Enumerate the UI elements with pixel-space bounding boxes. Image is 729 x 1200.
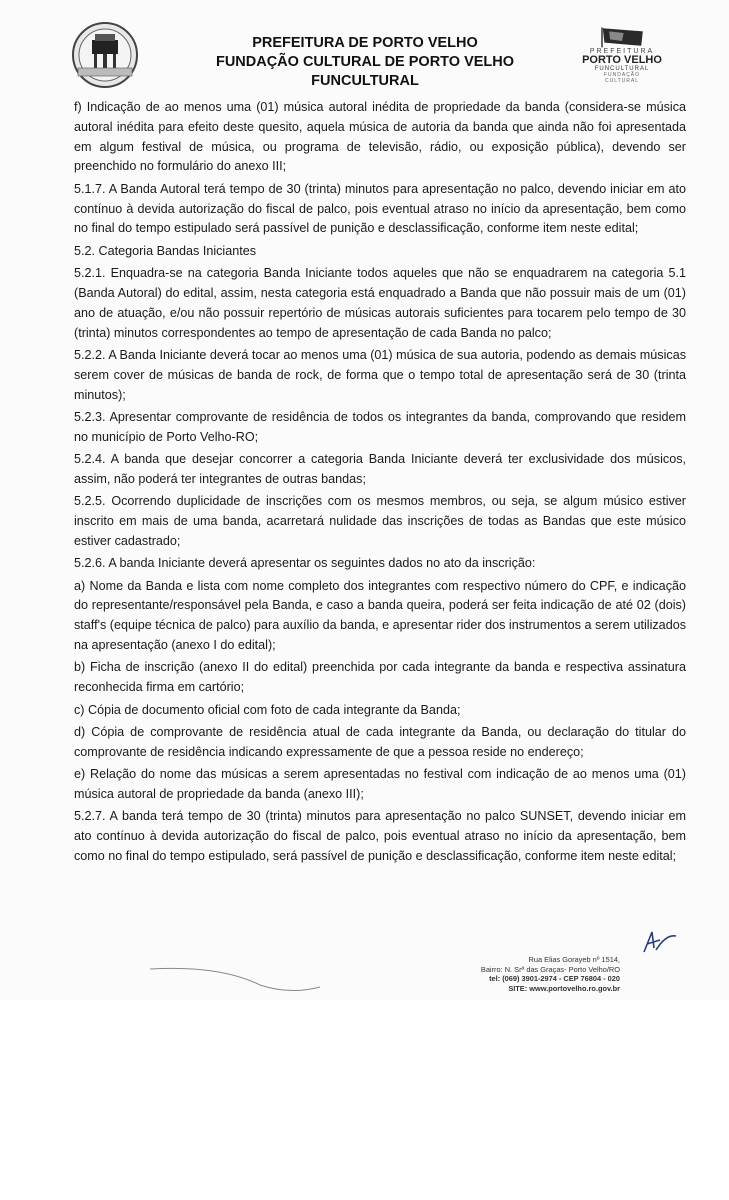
logo-funcultural-text: FUNCULTURAL xyxy=(594,66,650,72)
footer-neighborhood: Bairro: N. Srª das Graças- Porto Velho/RO xyxy=(480,964,620,974)
signature-initials xyxy=(640,928,680,956)
footer-site: SITE: www.portovelho.ro.gov.br xyxy=(508,983,620,993)
item-d: d) Cópia de comprovante de residência atual de cada integrante da Banda, ou declaração do titular do comprovante de residência indicando expressamente de que a pessoa reside no endereço; xyxy=(74,725,686,759)
section-heading-5-2: 5.2. Categoria Bandas Iniciantes xyxy=(74,243,257,258)
footer-decorative-curve xyxy=(150,965,430,995)
item-b: b) Ficha de inscrição (anexo II do edital) preenchida por cada integrante da banda e respectiva assinatura reconhecida firma em cartório; xyxy=(74,660,686,695)
paragraph-5-2-4: 5.2.4. A banda que desejar concorrer a categoria Banda Iniciante deverá ter exclusividade dos músicos, assim, não poderá ter integrantes de outras bandas; xyxy=(74,452,686,486)
paragraph-5-2-7: 5.2.7. A banda terá tempo de 30 (trinta) minutos para apresentação no palco SUNSET, devendo iniciar em ato contínuo à devida autorização do fiscal de palco, pois eventual atraso no início da apresentação, bem como no final do tempo estipulado, será passível de punição e desclassificação, conforme item neste edital; xyxy=(74,809,686,863)
item-e: e) Relação do nome das músicas a serem apresentadas no festival com indicação de ao menos uma (01) música autoral de propriedade da banda (anexo III); xyxy=(74,767,686,802)
header-line-3: FUNCULTURAL xyxy=(311,73,419,89)
logo-fundacao-text: FUNDAÇÃO xyxy=(603,72,641,78)
item-c: c) Cópia de documento oficial com foto de cada integrante da Banda; xyxy=(74,702,461,717)
paragraph-5-2-2: 5.2.2. A Banda Iniciante deverá tocar ao menos uma (01) música de sua autoria, podendo as demais músicas serem cover de músicas de banda de rock, de forma que o tempo total de apresentação será de 30 (trinta minutos); xyxy=(74,347,686,402)
document-footer xyxy=(440,955,620,993)
header-line-1: PREFEITURA DE PORTO VELHO xyxy=(252,35,478,51)
footer-phone: tel: (069) 3901-2974 - CEP 76804 - 020 xyxy=(489,974,620,984)
paragraph-5-2-1: 5.2.1. Enquadra-se na categoria Banda Iniciante todos aqueles que não se enquadrarem na categoria 5.1 (Banda Autoral) do edital, assim, nesta categoria está enquadrado a Banda que não possuir mais de um (01) ano de atuação, e/ou não possuir repertório de músicas autorais suficientes para tocarem pelo tempo de 30 (trinta) minutos correspondentes ao tempo de apresentação de cada Banda no palco; xyxy=(74,266,686,340)
logo-prefeitura-text: PREFEITURA xyxy=(589,48,655,55)
flag-graphic xyxy=(598,26,646,48)
paragraph-f: f) Indicação de ao menos uma (01) música autoral inédita de propriedade da banda (considera-se música autoral inédita para efeito deste quesito, aquela música de autoria da banda que ainda não foi apresentada em algum festival de música, ou programa de televisão, rádio, ou exposição pública), devendo ser preenchido no formulário do anexo III; xyxy=(74,100,686,174)
logo-cultural-text: CULTURAL xyxy=(604,78,640,84)
document-header xyxy=(150,34,580,91)
header-line-2: FUNDAÇÃO CULTURAL DE PORTO VELHO xyxy=(215,54,515,70)
paragraph-5-2-3: 5.2.3. Apresentar comprovante de residência de todos os integrantes da banda, comprovando que residem no município de Porto Velho-RO; xyxy=(74,409,686,444)
municipal-crest-logo xyxy=(70,20,140,90)
logo-porto-velho-text: PORTO VELHO xyxy=(582,54,662,66)
item-a: a) Nome da Banda e lista com nome completo dos integrantes com respectivo número do CPF, e indicação do representante/responsável pela Banda, e caso a banda queira, poderá ser feita indicação de até 02 (dois) staff's (equipe técnica de palco) para auxílio da banda, e apresentar rider dos instrumentos a serem utilizados na apresentação (anexo I do edital); xyxy=(74,578,686,653)
funcultural-logo xyxy=(582,26,662,106)
paragraph-5-2-5: 5.2.5. Ocorrendo duplicidade de inscrições com os mesmos membros, ou seja, se algum músico estiver inscrito em mais de uma banda, acarretará nulidade das inscrições de todas as Bandas que este músico estiver cadastrado; xyxy=(74,494,686,548)
paragraph-5-2-6: 5.2.6. A banda Iniciante deverá apresentar os seguintes dados no ato da inscrição: xyxy=(74,556,536,571)
paragraph-5-1-7: 5.1.7. A Banda Autoral terá tempo de 30 (trinta) minutos para apresentação no palco, devendo iniciar em ato contínuo à devida autorização do fiscal de palco, pois eventual atraso no início da apresentação, bem como no final do tempo estipulado será passível de punição e desclassificação, conforme item neste edital; xyxy=(74,181,686,236)
footer-address: Rua Elias Gorayeb nº 1514, xyxy=(528,955,620,964)
document-body xyxy=(74,98,686,869)
